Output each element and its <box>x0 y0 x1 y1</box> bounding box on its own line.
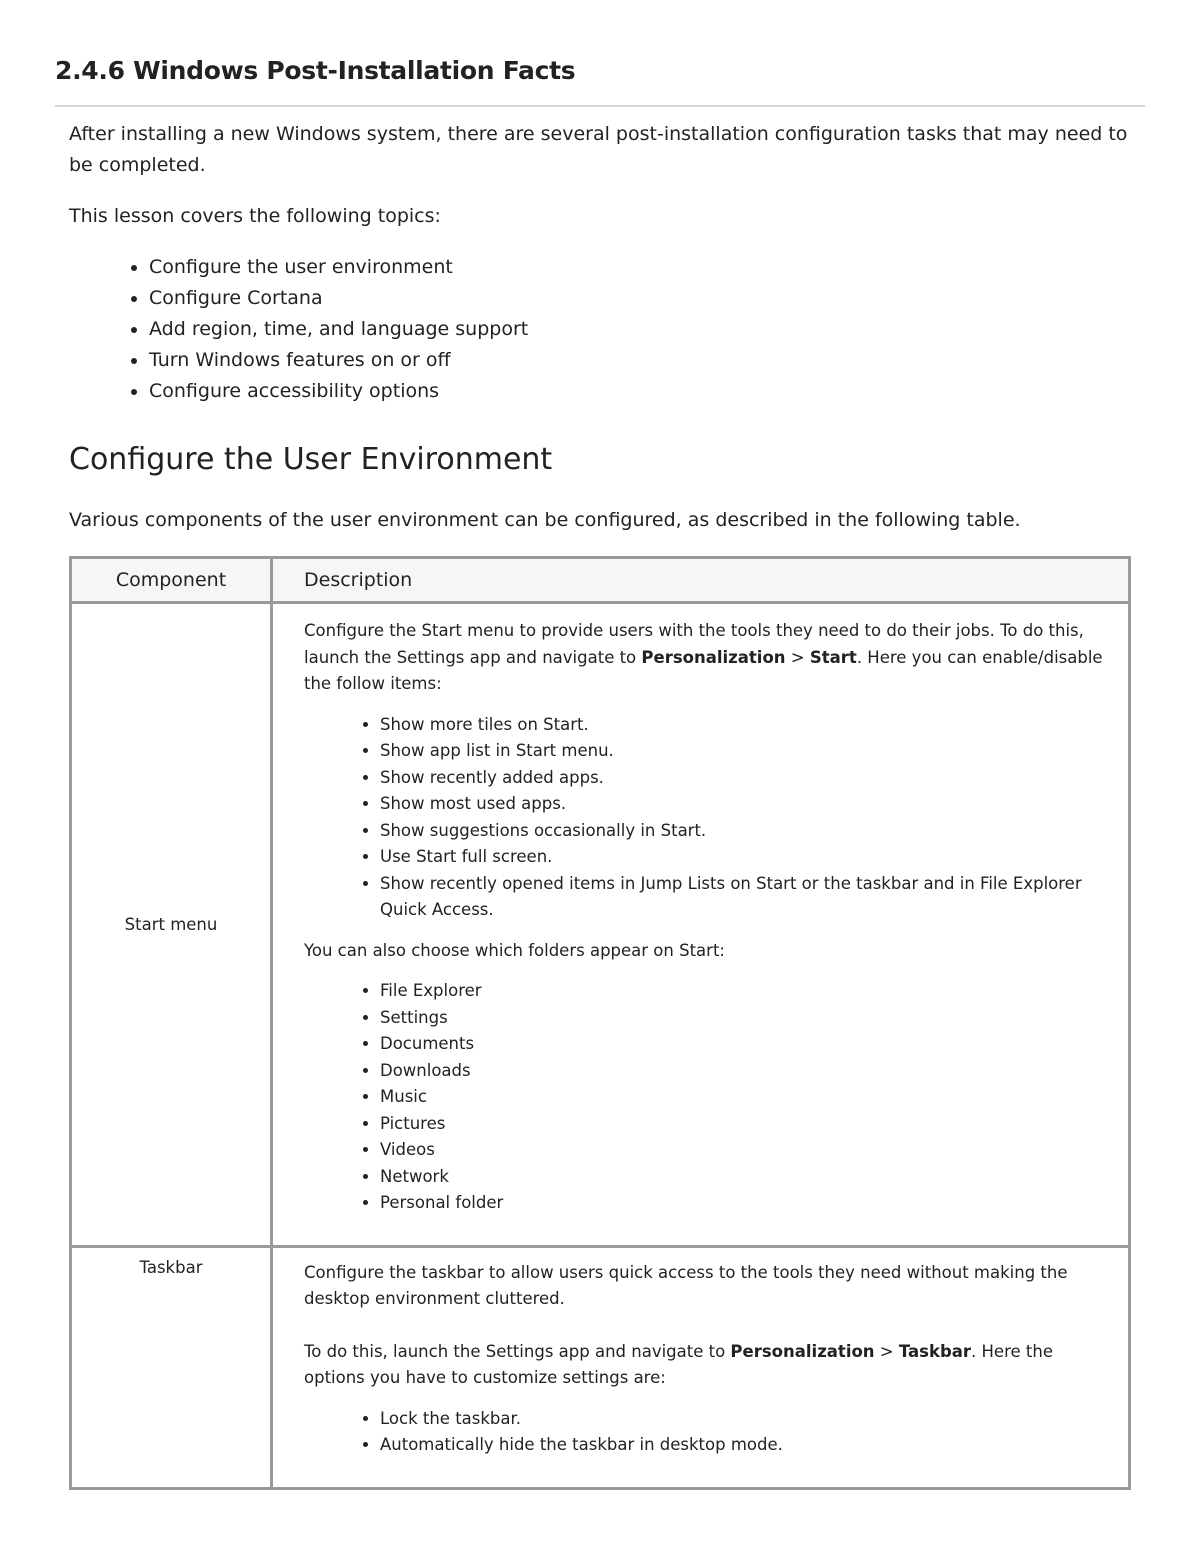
taskbar-options-list <box>304 1406 1104 1459</box>
list-item: • Downloads <box>380 1058 1104 1085</box>
topic-list <box>69 252 1131 407</box>
table-lead: Various components of the user environment can be configured, as described in the following table. <box>69 509 1021 531</box>
list-item: • Lock the taskbar. <box>380 1406 1104 1433</box>
lesson-lead: This lesson covers the following topics: <box>69 205 441 227</box>
title-divider <box>55 105 1145 107</box>
list-item: • Documents <box>380 1031 1104 1058</box>
start-menu-description: Configure the Start menu to provide users with the tools they need to do their jobs. To do this, launch the Settings app and navigate to Personalization > Start. Here you can enable/disable the follow items: <box>304 621 1103 693</box>
list-item: • Music <box>380 1084 1104 1111</box>
list-item: • Show most used apps. <box>380 791 1104 818</box>
description-cell-start-menu <box>272 603 1130 1247</box>
nav-path-personalization: Personalization <box>730 1341 875 1361</box>
taskbar-navigation: To do this, launch the Settings app and navigate to Personalization > Taskbar. Here the options you have to customize settings are: <box>304 1341 1053 1387</box>
section-heading: Configure the User Environment <box>69 442 553 477</box>
list-item: • Configure accessibility options <box>149 376 1131 407</box>
table-container <box>69 556 1131 1553</box>
start-menu-options-list <box>304 712 1104 924</box>
folders-lead: You can also choose which folders appear on Start: <box>304 940 725 960</box>
list-item: • Network <box>380 1164 1104 1191</box>
component-cell-taskbar: Taskbar <box>71 1246 272 1488</box>
list-item: • Show recently opened items in Jump Lists on Start or the taskbar and in File Explorer Quick Access. <box>380 871 1104 924</box>
intro-paragraph: After installing a new Windows system, there are several post-installation configuration tasks that may need to be completed. <box>69 123 1128 176</box>
table-header-row <box>71 558 1130 603</box>
list-item: • Configure Cortana <box>149 283 1131 314</box>
list-item: • Settings <box>380 1005 1104 1032</box>
component-cell-start-menu: Start menu <box>71 603 272 1247</box>
nav-path-start: Start <box>809 647 857 667</box>
list-item: • Turn Windows features on or off <box>149 345 1131 376</box>
list-item: • Show suggestions occasionally in Start. <box>380 818 1104 845</box>
list-item: • Configure the user environment <box>149 252 1131 283</box>
list-item: • File Explorer <box>380 978 1104 1005</box>
list-item: • Use Start full screen. <box>380 844 1104 871</box>
nav-path-personalization: Personalization <box>641 647 786 667</box>
description-cell-taskbar <box>272 1246 1130 1488</box>
column-header-description: Description <box>272 558 1130 603</box>
list-item: • Automatically hide the taskbar in desktop mode. <box>380 1432 1104 1459</box>
list-item: • Show more tiles on Start. <box>380 712 1104 739</box>
table-row <box>71 1246 1130 1488</box>
list-item: • Show app list in Start menu. <box>380 738 1104 765</box>
page-title: 2.4.6 Windows Post-Installation Facts <box>55 56 576 85</box>
column-header-component: Component <box>71 558 272 603</box>
nav-path-taskbar: Taskbar <box>898 1341 972 1361</box>
start-folders-list <box>304 978 1104 1217</box>
list-item: • Personal folder <box>380 1190 1104 1217</box>
taskbar-description: Configure the taskbar to allow users quick access to the tools they need without making the desktop environment cluttered. <box>304 1262 1068 1308</box>
list-item: • Show recently added apps. <box>380 765 1104 792</box>
list-item: • Pictures <box>380 1111 1104 1138</box>
intro-section <box>69 119 1131 535</box>
list-item: • Videos <box>380 1137 1104 1164</box>
table-row <box>71 603 1130 1247</box>
list-item: • Add region, time, and language support <box>149 314 1131 345</box>
component-table <box>69 556 1131 1490</box>
